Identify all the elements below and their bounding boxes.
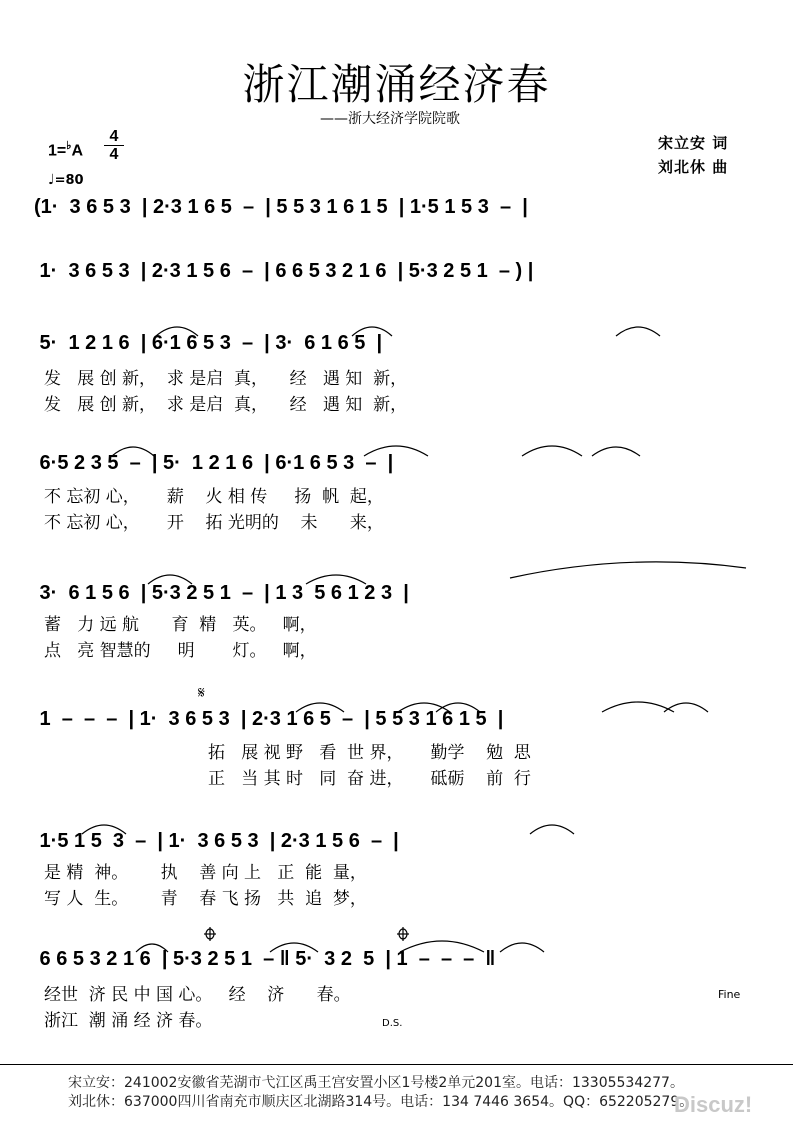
footer-divider [0,1064,793,1065]
slur [616,327,660,336]
notation-line: 6 6 5 3 2 1 6 | 5·3 2 5 1 – ‖ 5· 3 2 5 | 1 – – – ‖ [34,948,496,970]
notation-line: 1· 3 6 5 3 | 2·3 1 5 6 – | 6 6 5 3 2 1 6 | 5·3 2 5 1 – ) | [34,260,534,282]
slur [112,447,154,456]
slur [510,562,746,578]
lyricist-credit: 宋立安 词 [658,134,729,152]
lyric-verse-2: 写 人 生。 青 春 飞 扬 共 追 梦， [44,889,367,909]
slur [364,446,428,456]
segno-icon: 𝄋 [198,683,205,702]
lyric-verse-2: 发 展 创 新， 求 是启 真， 经 遇 知 新， [44,395,408,415]
lyric-verse-1: 是 精 神。 执 善 向 上 正 能 量， [44,863,367,883]
slur [136,944,168,952]
slur [148,575,192,584]
notation-line: (1· 3 6 5 3 | 2·3 1 6 5 – | 5 5 3 1 6 1 5 | 1·5 1 5 3 – | [34,196,528,218]
slur [156,327,198,336]
notation-line: 1·5 1 5 3 – | 1· 3 6 5 3 | 2·3 1 5 6 – | [34,830,399,852]
lyric-verse-2: 正 当 其 时 同 奋 进， 砥砺 前 行 [208,769,531,789]
key-signature: 1=♭A [48,140,84,160]
fine-marking: Fine [718,988,741,1001]
slur [602,702,674,712]
footer-contact-lyricist: 宋立安：241002安徽省芜湖市弋江区禹王宫安置小区1号楼2单元201室。电话：13305534277。 [68,1075,684,1091]
lyric-verse-1: 拓 展 视 野 看 世 界， 勤学 勉 思 [208,743,531,763]
song-title: 浙江潮涌经济春 [242,60,551,109]
tempo-marking: ♩=80 [48,172,84,188]
notation-line: 1 – – – | 1· 3 6 5 3 | 2·3 1 6 5 – | 5 5 3 1 6 1 5 | [34,708,504,730]
lyric-verse-1: 发 展 创 新， 求 是启 真， 经 遇 知 新， [44,369,408,389]
ds-marking: D.S. [382,1018,403,1029]
slur [352,327,392,336]
lyric-verse-2: 不 忘初 心， 开 拓 光明的 未 来， [44,513,384,533]
slur [500,943,544,952]
time-signature: 4 4 [104,128,124,163]
coda-icon [204,927,409,941]
song-subtitle: ——浙大经济学院院歌 [320,111,460,127]
slur [592,447,640,456]
lyric-verse-1: 蓄 力 远 航 育 精 英。 啊， [44,615,317,635]
slur [530,825,574,834]
footer-contact-composer: 刘北休：637000四川省南充市顺庆区北湖路314号。电话：134 7446 3654。QQ：652205279。 [68,1094,694,1110]
lyric-verse-1: 不 忘初 心， 薪 火 相 传 扬 帆 起， [44,487,384,507]
slur [296,703,344,712]
lyric-verse-1: 经世 济 民 中 国 心。 经 济 春。 [44,985,351,1005]
slur [400,941,484,952]
composer-credit: 刘北休 曲 [658,158,729,176]
watermark: Discuz! [674,1092,753,1117]
notation-line: 5· 1 2 1 6 | 6·1 6 5 3 – | 3· 6 1 6 5 | [34,332,383,354]
slur [270,943,318,952]
quarter-note-icon: ♩ [48,172,55,188]
lyric-verse-2: 点 亮 智慧的 明 灯。 啊， [44,641,317,661]
slur [306,575,366,584]
slur [82,825,126,834]
lyric-verse-2: 浙江 潮 涌 经 济 春。 [44,1011,213,1031]
slur [522,446,582,456]
slur [436,703,480,712]
notation-line: 6·5 2 3 5 – | 5· 1 2 1 6 | 6·1 6 5 3 – | [34,452,394,474]
notation-line: 3· 6 1 5 6 | 5·3 2 5 1 – | 1 3 5 6 1 2 3 | [34,582,409,604]
